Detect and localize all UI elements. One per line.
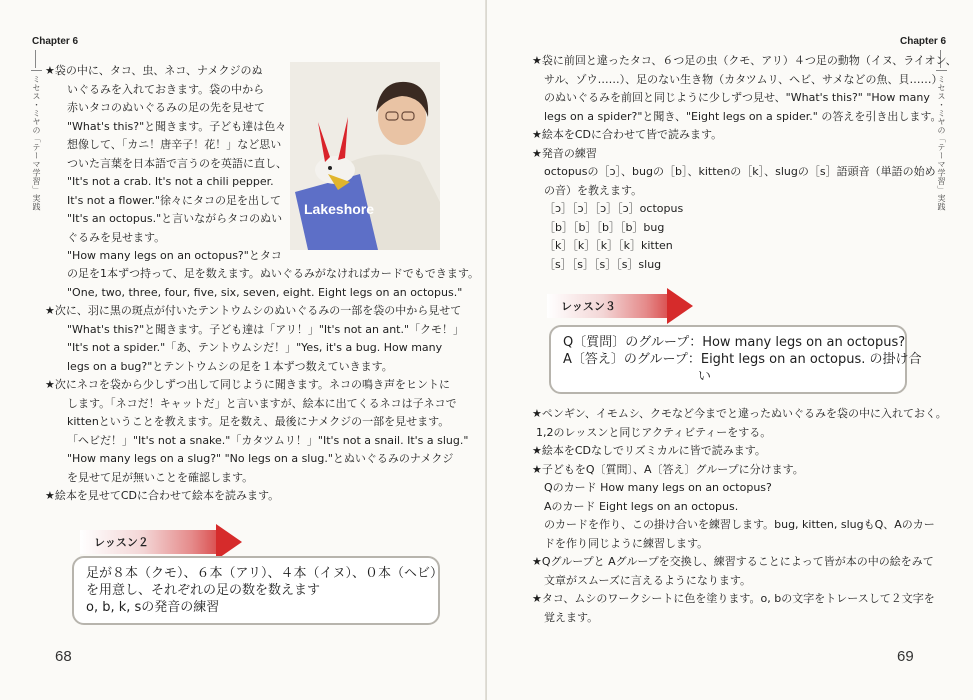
text-line: It's not a flower."徐々にタコの足を出して <box>67 193 282 207</box>
text-line: "It's an octopus."と言いながらタコのぬい <box>67 212 283 225</box>
chapter-label: Chapter 6 <box>900 36 947 47</box>
text-line: の音）を教えます。 <box>544 183 643 197</box>
text-line: 想像して、「カニ！唐辛子！花！」など思い <box>67 138 282 151</box>
right-text-block-1 <box>532 52 957 274</box>
text-line: のカードを作り、この掛け合いを練習します。bug, kitten, slugもQ、Aのカー <box>544 518 935 531</box>
text-line: ドを作り同じように練習します。 <box>544 536 709 550</box>
text-line: ★Qグループと Aグループを交換し、練習することによって皆が本の中の絵をみて <box>532 555 934 568</box>
box-line: い <box>698 369 712 384</box>
text-line: 1,2のレッスンと同じアクティビティーをする。 <box>536 425 772 439</box>
box-line: 足が８本（クモ）、６本（アリ）、４本（イヌ）、０本（ヘビ） <box>86 566 443 581</box>
text-line: ★ペンギン、イモムシ、クモなど今までと違ったぬいぐるみを袋の中に入れておく。 <box>532 407 947 420</box>
text-line: octopusの［ɔ］、bugの［b］、kittenの［k］、slugの［s］語頭音（単語の始め <box>544 165 936 178</box>
text-line: ★子どもをQ〔質問〕、A〔答え〕グループに分けます。 <box>532 462 804 476</box>
text-line: ［k］［k］［k］［k］kitten <box>544 239 673 252</box>
side-label: ミセス・ミヤの「テーマ学習」実践 <box>936 70 947 211</box>
text-line: ★発音の練習 <box>532 146 597 160</box>
text-line: "It's not a crab. It's not a chili pepper. <box>67 175 274 188</box>
right-page <box>487 0 973 700</box>
box-line: Q〔質問〕のグループ：How many legs on an octopus? <box>563 335 906 350</box>
lesson2-tag <box>80 530 240 554</box>
box-line: A〔答え〕のグループ：Eight legs on an octopus. の掛け合 <box>563 352 922 367</box>
text-line: ［ɔ］［ɔ］［ɔ］［ɔ］octopus <box>544 202 684 215</box>
text-line: ぐるみを見せます。 <box>67 230 166 244</box>
text-line: kittenということを教えます。足を数え、最後にナメクジの一部を見せます。 <box>67 415 450 428</box>
page-number: 68 <box>55 648 72 665</box>
page-number: 69 <box>897 648 914 665</box>
lesson2-label: レッスン２ <box>94 536 149 549</box>
text-line: Qのカード How many legs on an octopus? <box>544 481 772 494</box>
side-divider <box>35 50 36 68</box>
lesson3-box <box>549 325 922 394</box>
text-line: します。「ネコだ！キャットだ」と言いますが、絵本に出てくるネコは子ネコで <box>67 396 457 410</box>
text-line: を見せて足が無いことを確認します。 <box>67 470 254 484</box>
text-line: "What's this?"と聞きます。子ども達は「アリ！」"It's not an ant."「クモ！」 <box>67 322 465 336</box>
box-line: を用意し、それぞれの足の数を数えます <box>86 583 321 598</box>
arrow-icon <box>667 288 693 324</box>
left-text-block-1 <box>45 62 287 266</box>
text-line: の足を1本ずつ持って、足を数えます。ぬいぐるみがなければカードでもできます。 <box>67 267 480 280</box>
text-line: 赤いタコのぬいぐるみの足の先を見せて <box>67 101 265 114</box>
text-line: ★次にネコを袋から少しずつ出して同じように聞きます。ネコの鳴き声をヒントに <box>45 378 450 391</box>
text-line: ★次に、羽に黒の斑点が付いたテントウムシのぬいぐるみの一部を袋の中から見せて <box>45 304 462 317</box>
box-line: o, b, k, sの発音の練習 <box>86 600 220 615</box>
text-line: のぬいぐるみを前回と同じように少しずつ見せ、"What's this?" "How many <box>544 91 930 104</box>
text-line: "How many legs on a slug?" "No legs on a slug."とぬいぐるみのナメクジ <box>67 452 454 465</box>
text-line: Aのカード Eight legs on an octopus. <box>544 499 739 513</box>
text-line: ★絵本をCDなしでリズミカルに皆で読みます。 <box>532 444 766 457</box>
text-line: legs on a bug?"とテントウムシの足を１本ずつ数えていきます。 <box>67 359 393 373</box>
text-line: いぐるみを入れておきます。袋の中から <box>67 82 265 96</box>
text-line: ★袋に前回と違ったタコ、６つ足の虫（クモ、アリ）４つ足の動物（イヌ、ライオン、 <box>532 54 957 67</box>
text-line: ［b］［b］［b］［b］bug <box>544 220 665 234</box>
text-line: legs on a spider?"と聞き、"Eight legs on a spider." の答えを引き出します。 <box>544 109 942 123</box>
text-line: "How many legs on an octopus?"とタコ <box>67 249 282 262</box>
text-line: ★絵本をCDに合わせて皆で読みます。 <box>532 128 723 141</box>
chapter-label: Chapter 6 <box>32 36 79 47</box>
photo-illustration <box>290 62 440 250</box>
bag-text: Lakeshore <box>304 201 375 217</box>
text-line: ★袋の中に、タコ、虫、ネコ、ナメクジのぬ <box>45 64 263 77</box>
right-text-block-2 <box>532 405 947 627</box>
left-page <box>0 0 486 700</box>
left-text-block-2 <box>45 265 479 506</box>
text-line: 覚えます。 <box>544 610 599 624</box>
text-line: 「ヘビだ！」"It's not a snake."「カタツムリ！」"It's not a snail. It's a slug." <box>67 433 469 447</box>
teacher-photo <box>290 62 440 250</box>
text-line: サル、ゾウ……）、足のない生き物（カタツムリ、ヘビ、サメなどの魚、貝……） <box>544 72 943 86</box>
text-line: "One, two, three, four, five, six, seven, eight. Eight legs on an octopus." <box>67 285 463 299</box>
text-line: 文章がスムーズに言えるようになります。 <box>544 573 752 587</box>
lesson2-box <box>72 556 443 625</box>
text-line: ついた言葉を日本語で言うのを英語に直し、 <box>67 156 287 170</box>
text-line: ★絵本を見せてCDに合わせて絵本を読みます。 <box>45 489 280 502</box>
text-line: "It's not a spider."「あ、テントウムシだ！」"Yes, it's a bug. How many <box>67 341 443 354</box>
text-line: "What's this?"と聞きます。子ども達は色々 <box>67 119 287 133</box>
lesson3-label: レッスン３ <box>561 300 616 313</box>
side-label: ミセス・ミヤの「テーマ学習」実践 <box>31 70 42 211</box>
arrow-icon <box>216 524 242 560</box>
text-line: ［s］［s］［s］［s］slug <box>544 257 662 271</box>
lesson3-tag <box>547 294 697 318</box>
text-line: ★タコ、ムシのワークシートに色を塗ります。o, bの文字をトレースして２文字を <box>532 592 935 605</box>
